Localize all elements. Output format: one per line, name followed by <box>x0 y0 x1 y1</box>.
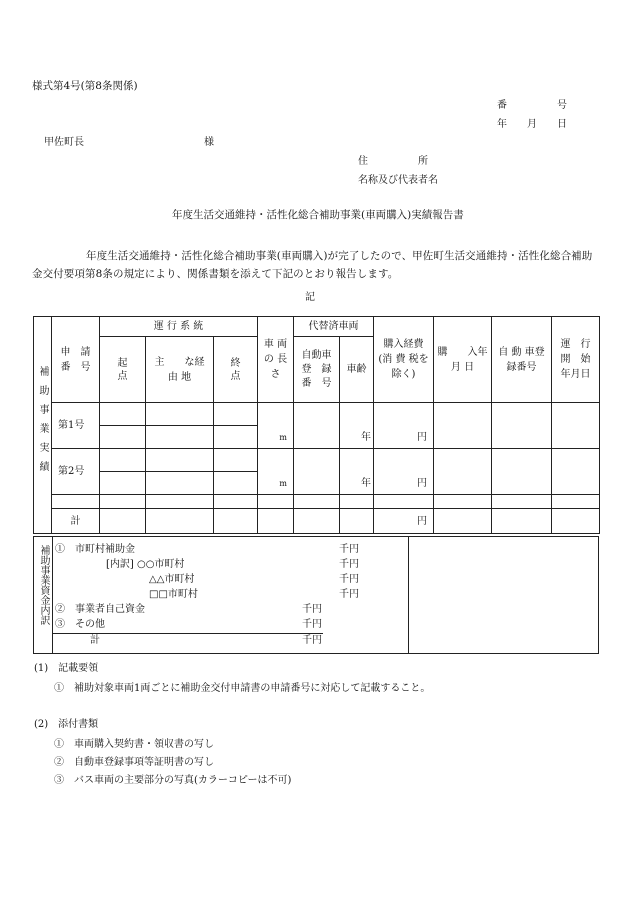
cell <box>146 509 214 534</box>
address-label: 住 所 <box>358 156 428 167</box>
cell-length-unit: m <box>258 403 294 449</box>
cell <box>434 449 492 495</box>
cell <box>294 403 340 449</box>
cell <box>434 495 492 509</box>
honorific: 様 <box>204 137 214 148</box>
cell <box>100 403 146 426</box>
cell <box>294 495 340 509</box>
cell <box>552 449 600 495</box>
notes-2-title: (2) 添付書類 <box>34 719 99 730</box>
header-vehicle-age: 車齢 <box>340 337 374 403</box>
cell <box>100 495 146 509</box>
cell <box>552 403 600 449</box>
ki-label: 記 <box>305 292 315 303</box>
cell <box>340 495 374 509</box>
form-number: 様式第4号(第8条関係) <box>32 80 138 92</box>
funding-divider <box>408 537 409 653</box>
document-title: 年度生活交通維持・活性化総合補助事業(車両購入)実績報告書 <box>172 209 464 221</box>
body-paragraph: 年度生活交通維持・活性化総合補助事業(車両購入)が完了したので、甲佐町生活交通維持・活性化総合補助金交付要項第8条の規定により、関係書類を添えて下記のとおり報告します。 <box>32 250 593 280</box>
cell <box>434 509 492 534</box>
cell-length-unit: m <box>258 449 294 495</box>
fund-unit: 千円 <box>302 604 322 615</box>
header-origin: 起点 <box>100 337 146 403</box>
cell <box>492 509 552 534</box>
fund-unit: 千円 <box>339 589 359 600</box>
cell <box>214 403 258 426</box>
table-side-label: 補助事業実績 <box>34 317 52 534</box>
cell <box>294 509 340 534</box>
header-purchase-cost: 購入経費(消 費 税を除く) <box>374 317 434 403</box>
cell <box>100 426 146 449</box>
cell <box>434 403 492 449</box>
document-number-label: 番 号 <box>497 100 567 111</box>
fund-unit: 千円 <box>339 559 359 570</box>
name-representative-label: 名称及び代表者名 <box>358 175 438 186</box>
cell <box>214 509 258 534</box>
cell <box>492 449 552 495</box>
cell <box>552 509 600 534</box>
cell-age-unit: 年 <box>340 403 374 449</box>
cell <box>340 509 374 534</box>
cell <box>146 426 214 449</box>
cell <box>146 495 214 509</box>
header-registration-number: 自動車登 録番 号 <box>294 337 340 403</box>
cell <box>146 449 214 472</box>
row-label-2: 第2号 <box>52 449 100 495</box>
cell <box>100 509 146 534</box>
cell <box>52 495 100 509</box>
row-label-1: 第1号 <box>52 403 100 449</box>
cell <box>294 449 340 495</box>
fund-unit: 千円 <box>339 544 359 555</box>
header-destination: 終点 <box>214 337 258 403</box>
recipient: 甲佐町長 <box>44 137 84 148</box>
report-table <box>33 316 600 534</box>
header-vehicle-length: 車 両の 長さ <box>258 317 294 403</box>
fund-unit: 千円 <box>302 619 322 630</box>
fund-detail-a: [内訳] ○○市町村 <box>106 559 185 570</box>
header-route: 運 行 系 統 <box>100 317 258 337</box>
funding-breakdown <box>33 536 599 654</box>
notes-1-title: (1) 記載要領 <box>34 663 99 674</box>
fund-unit: 千円 <box>302 635 322 646</box>
notes-2-item-2: ② 自動車登録事項等証明書の写し <box>54 757 214 768</box>
header-service-start: 運 行開 始年月日 <box>552 317 600 403</box>
fund-detail-c: □□市町村 <box>149 589 198 600</box>
header-replaced-vehicle: 代替済車両 <box>294 317 374 337</box>
cell <box>214 495 258 509</box>
cell <box>100 472 146 495</box>
cell <box>214 426 258 449</box>
cell <box>146 472 214 495</box>
cell <box>552 495 600 509</box>
header-application-number: 申 請番 号 <box>52 317 100 403</box>
cell-cost-unit: 円 <box>374 449 434 495</box>
cell <box>374 495 434 509</box>
cell <box>214 449 258 472</box>
notes-2-item-1: ① 車両購入契約書・領収書の写し <box>54 739 214 750</box>
cell <box>146 403 214 426</box>
fund-total-label: 計 <box>90 635 100 646</box>
fund-unit: 千円 <box>339 574 359 585</box>
cell <box>492 495 552 509</box>
funding-side-label: 補助事業資金内訳 <box>34 537 53 653</box>
cell <box>214 472 258 495</box>
notes-2-item-3: ③ バス車両の主要部分の写真(カラーコピーは不可) <box>54 775 292 786</box>
header-via: 主 な経 由 地 <box>146 337 214 403</box>
cell <box>100 449 146 472</box>
total-cost-unit: 円 <box>374 509 434 534</box>
header-car-registration: 自 動 車登録番号 <box>492 317 552 403</box>
cell <box>258 495 294 509</box>
notes-1-item-1: ① 補助対象車両1両ごとに補助金交付申請書の申請番号に対応して記載すること。 <box>54 683 431 694</box>
total-label: 計 <box>52 509 100 534</box>
header-purchase-date: 購 入年 月 日 <box>434 317 492 403</box>
fund-detail-b: △△市町村 <box>149 574 195 585</box>
fund-item-self: ② 事業者自己資金 <box>55 604 145 615</box>
fund-item-other: ③ その他 <box>55 619 105 630</box>
fund-item-municipal: ① 市町村補助金 <box>55 544 135 555</box>
cell <box>492 403 552 449</box>
fund-total-rule <box>53 633 323 634</box>
date-label: 年 月 日 <box>497 119 567 130</box>
cell-cost-unit: 円 <box>374 403 434 449</box>
cell-age-unit: 年 <box>340 449 374 495</box>
cell <box>258 509 294 534</box>
